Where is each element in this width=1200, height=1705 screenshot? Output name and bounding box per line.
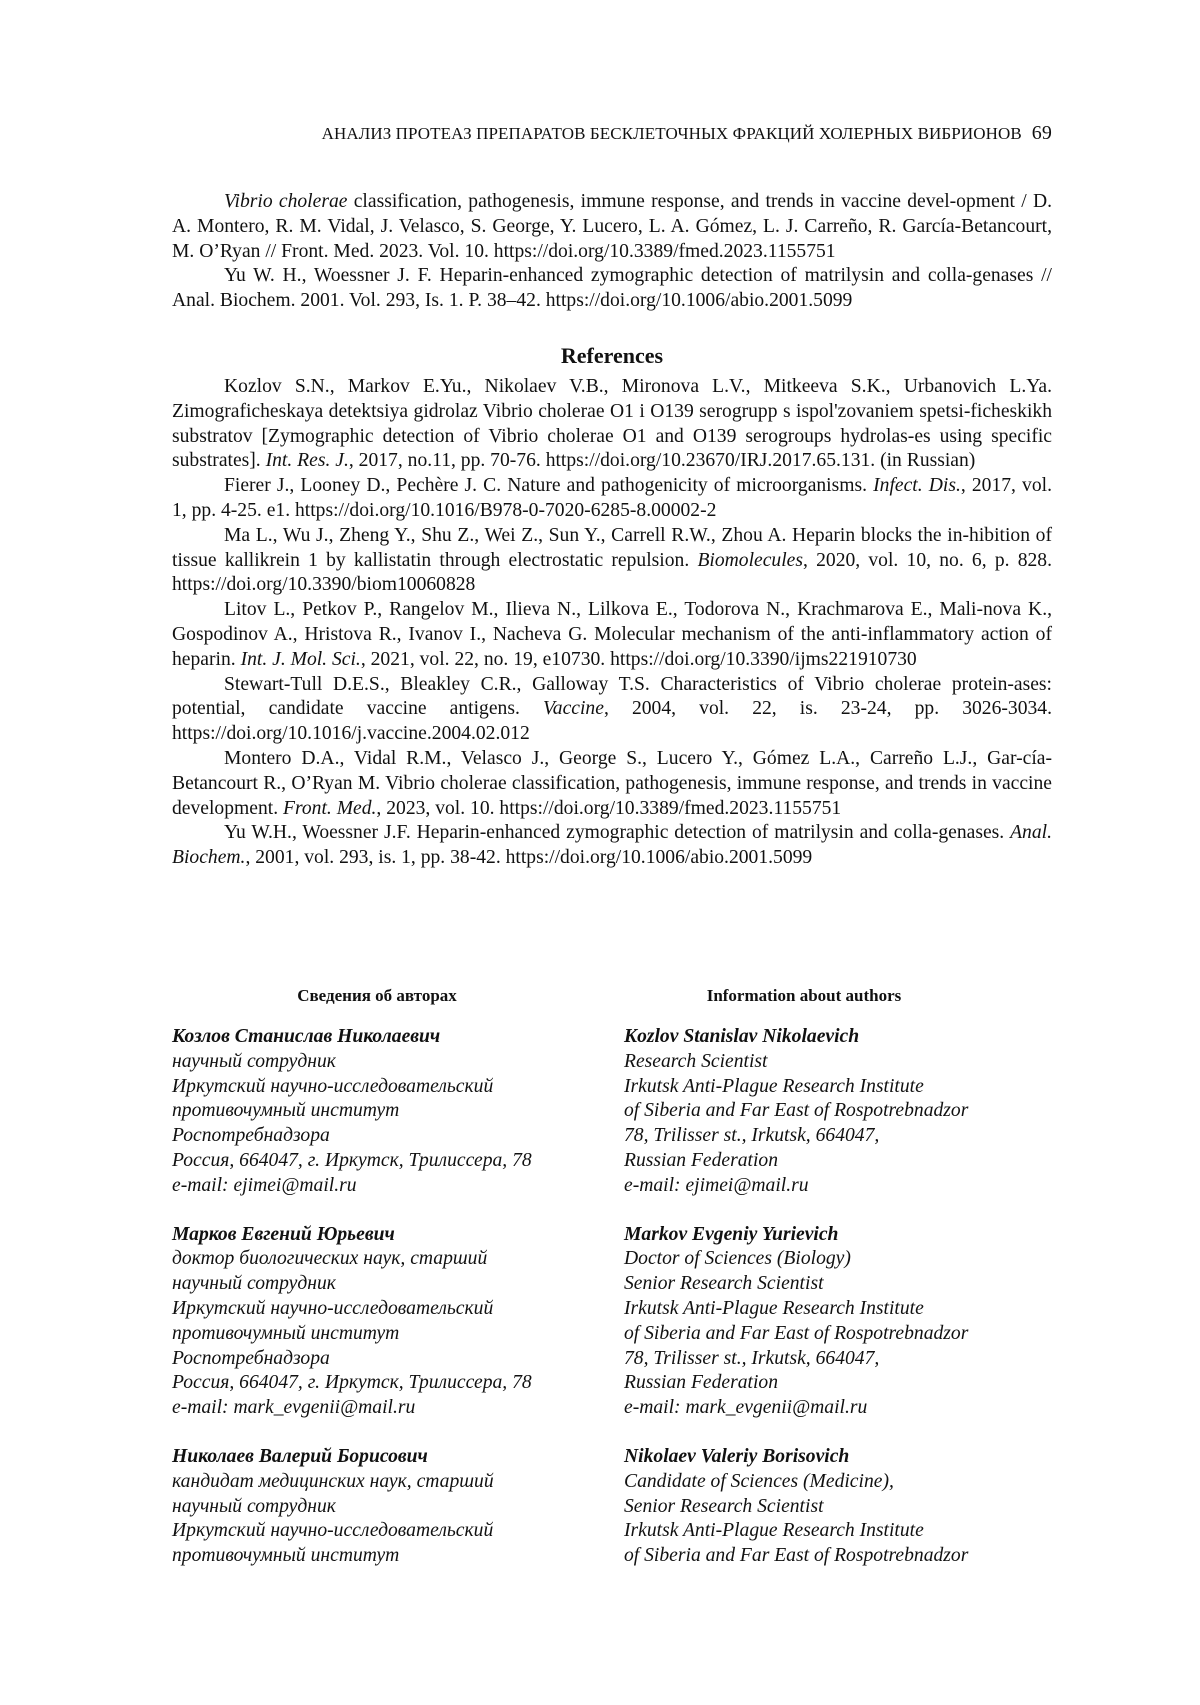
author-block (624, 1025, 1044, 1199)
reference-journal: Anal. Biochem. (172, 822, 1052, 868)
author-address: 78, Trilisser st., Irkutsk, 664047, (624, 1124, 1044, 1149)
author-email: e-mail: mark_evgenii@mail.ru (172, 1396, 592, 1421)
author-affiliation: Irkutsk Anti-Plague Research Institute (624, 1075, 1044, 1100)
author-name: Николаев Валерий Борисович (172, 1445, 592, 1470)
reference-tail: , 2004, vol. 22, is. 23-24, pp. 3026-3034. https://doi.org/10.1016/j.vaccine.2004.02.012 (172, 698, 1052, 744)
top-ref-1-text: classification, pathogenesis, immune response, and trends in vaccine devel-opment / D. A. Montero, R. M. Vidal, J. Velasco, S. George, Y. Lucero, L. A. Gómez, L. J. Carreño, R. García-Betancourt, M. O’Ryan // Front. Med. 2023. Vol. 10. https://doi.org/10.3389/fmed.2023.1155751 (172, 191, 1052, 262)
reference-body: Kozlov S.N., Markov E.Yu., Nikolaev V.B., Mironova L.V., Mitkeeva S.K., Urbanovich L.Ya. Zimograficheskaya detektsiya gidrolaz Vibrio cholerae O1 i O139 serogrupp s ispol'zovaniem spetsi-ficheskikh substratov [Zymographic detection of Vibrio cholerae O1 and O139 serogroups hydrolas-es using specific substrates]. (172, 376, 1052, 471)
author-name: Kozlov Stanislav Nikolaevich (624, 1025, 1044, 1050)
reference-journal: Vaccine (543, 698, 604, 719)
author-affiliation: of Siberia and Far East of Rospotrebnadzor (624, 1322, 1044, 1347)
reference-body: Yu W.H., Woessner J.F. Heparin-enhanced zymographic detection of matrilysin and colla-genases. (224, 822, 1010, 843)
author-address: Russian Federation (624, 1371, 1044, 1396)
reference-body: Ma L., Wu J., Zheng Y., Shu Z., Wei Z., Sun Y., Carrell R.W., Zhou A. Heparin blocks the in-hibition of tissue kallikrein 1 by kallistatin through electrostatic repulsion. (172, 525, 1052, 571)
reference-tail: , 2017, vol. 1, pp. 4-25. e1. https://doi.org/10.1016/B978-0-7020-6285-8.00002-2 (172, 475, 1052, 521)
author-email: e-mail: ejimei@mail.ru (624, 1174, 1044, 1199)
author-name: Марков Евгений Юрьевич (172, 1223, 592, 1248)
author-affiliation: Иркутский научно-исследовательский (172, 1075, 592, 1100)
author-position: кандидат медицинских наук, старший (172, 1470, 592, 1495)
author-email: e-mail: ejimei@mail.ru (172, 1174, 592, 1199)
running-head (172, 122, 1052, 145)
reference-tail: , 2021, vol. 22, no. 19, e10730. https://doi.org/10.3390/ijms221910730 (361, 649, 917, 670)
author-affiliation: Иркутский научно-исследовательский (172, 1297, 592, 1322)
author-position: Candidate of Sciences (Medicine), (624, 1470, 1044, 1495)
author-position: Doctor of Sciences (Biology) (624, 1247, 1044, 1272)
author-affiliation: Иркутский научно-исследовательский (172, 1519, 592, 1544)
top-ref-1-italic: Vibrio cholerae (224, 191, 347, 212)
author-position: Senior Research Scientist (624, 1495, 1044, 1520)
reference-item (172, 747, 1052, 821)
author-address: Россия, 664047, г. Иркутск, Трилиссера, 78 (172, 1371, 592, 1396)
author-affiliation: Irkutsk Anti-Plague Research Institute (624, 1297, 1044, 1322)
author-position: Research Scientist (624, 1050, 1044, 1075)
page-number: 69 (1032, 122, 1052, 144)
author-affiliation: противочумный институт (172, 1099, 592, 1124)
author-block (172, 1223, 592, 1421)
author-position: научный сотрудник (172, 1272, 592, 1297)
reference-journal: Biomolecules (697, 550, 803, 571)
reference-item (172, 821, 1052, 871)
authors-en-column (624, 985, 1044, 1593)
author-affiliation: Irkutsk Anti-Plague Research Institute (624, 1519, 1044, 1544)
reference-item (172, 524, 1052, 598)
top-ref-2 (172, 264, 1052, 314)
author-address: 78, Trilisser st., Irkutsk, 664047, (624, 1347, 1044, 1372)
reference-tail: , 2017, no.11, pp. 70-76. https://doi.org/10.23670/IRJ.2017.65.131. (in Russian) (349, 450, 975, 471)
author-affiliation: противочумный институт (172, 1322, 592, 1347)
author-position: Senior Research Scientist (624, 1272, 1044, 1297)
authors-en-heading: Information about authors (624, 985, 984, 1007)
author-block (624, 1445, 1044, 1569)
author-affiliation: противочумный институт (172, 1544, 592, 1569)
main-content (172, 190, 1052, 871)
journal-page (0, 0, 1200, 1705)
author-name: Markov Evgeniy Yurievich (624, 1223, 1044, 1248)
top-ref-1 (172, 190, 1052, 264)
top-ref-2-text: Yu W. H., Woessner J. F. Heparin-enhanced zymographic detection of matrilysin and colla-genases // Anal. Biochem. 2001. Vol. 293, Is. 1. P. 38–42. https://doi.org/10.1006/abio.2001.5099 (172, 265, 1052, 311)
reference-body: Litov L., Petkov P., Rangelov M., Ilieva N., Lilkova E., Todorova N., Krachmarova E., Mali-nova K., Gospodinov A., Hristova R., Ivanov I., Nacheva G. Molecular mechanism of the anti-inflammatory action of heparin. (172, 599, 1052, 670)
reference-tail: , 2001, vol. 293, is. 1, pp. 38-42. https://doi.org/10.1006/abio.2001.5099 (245, 847, 812, 868)
author-position: научный сотрудник (172, 1050, 592, 1075)
reference-body: Fierer J., Looney D., Pechère J. C. Nature and pathogenicity of microorganisms. (224, 475, 873, 496)
author-block (624, 1223, 1044, 1421)
author-name: Nikolaev Valeriy Borisovich (624, 1445, 1044, 1470)
reference-item (172, 598, 1052, 672)
author-affiliation: Роспотребнадзора (172, 1347, 592, 1372)
author-address: Russian Federation (624, 1149, 1044, 1174)
reference-item (172, 375, 1052, 474)
authors-ru-heading: Сведения об авторах (172, 985, 582, 1007)
reference-tail: , 2020, vol. 10, no. 6, p. 828. https://doi.org/10.3390/biom10060828 (172, 550, 1052, 596)
reference-body: Montero D.A., Vidal R.M., Velasco J., George S., Lucero Y., Gómez L.A., Carreño L.J., Gar-cía-Betancourt R., O’Ryan M. Vibrio cholerae classification, pathogenesis, immune response, and trends in vaccine development. (172, 748, 1052, 819)
reference-item (172, 474, 1052, 524)
reference-journal: Infect. Dis. (873, 475, 961, 496)
reference-item (172, 673, 1052, 747)
reference-journal: Front. Med. (283, 798, 376, 819)
reference-tail: , 2023, vol. 10. https://doi.org/10.3389/fmed.2023.1155751 (376, 798, 841, 819)
author-affiliation: of Siberia and Far East of Rospotrebnadzor (624, 1544, 1044, 1569)
author-email: e-mail: mark_evgenii@mail.ru (624, 1396, 1044, 1421)
author-block (172, 1445, 592, 1569)
reference-journal: Int. Res. J. (266, 450, 349, 471)
author-position: научный сотрудник (172, 1495, 592, 1520)
reference-journal: Int. J. Mol. Sci. (241, 649, 361, 670)
references-heading: References (172, 343, 1052, 369)
author-position: доктор биологических наук, старший (172, 1247, 592, 1272)
author-affiliation: of Siberia and Far East of Rospotrebnadzor (624, 1099, 1044, 1124)
author-name: Козлов Станислав Николаевич (172, 1025, 592, 1050)
authors-ru-column (172, 985, 592, 1593)
author-address: Россия, 664047, г. Иркутск, Трилиссера, 78 (172, 1149, 592, 1174)
reference-body: Stewart-Tull D.E.S., Bleakley C.R., Galloway T.S. Characteristics of Vibrio cholerae protein-ases: potential, candidate vaccine antigens. (172, 674, 1052, 720)
author-block (172, 1025, 592, 1199)
author-affiliation: Роспотребнадзора (172, 1124, 592, 1149)
running-title: АНАЛИЗ ПРОТЕАЗ ПРЕПАРАТОВ БЕСКЛЕТОЧНЫХ ФРАКЦИЙ ХОЛЕРНЫХ ВИБРИОНОВ (322, 124, 1022, 143)
